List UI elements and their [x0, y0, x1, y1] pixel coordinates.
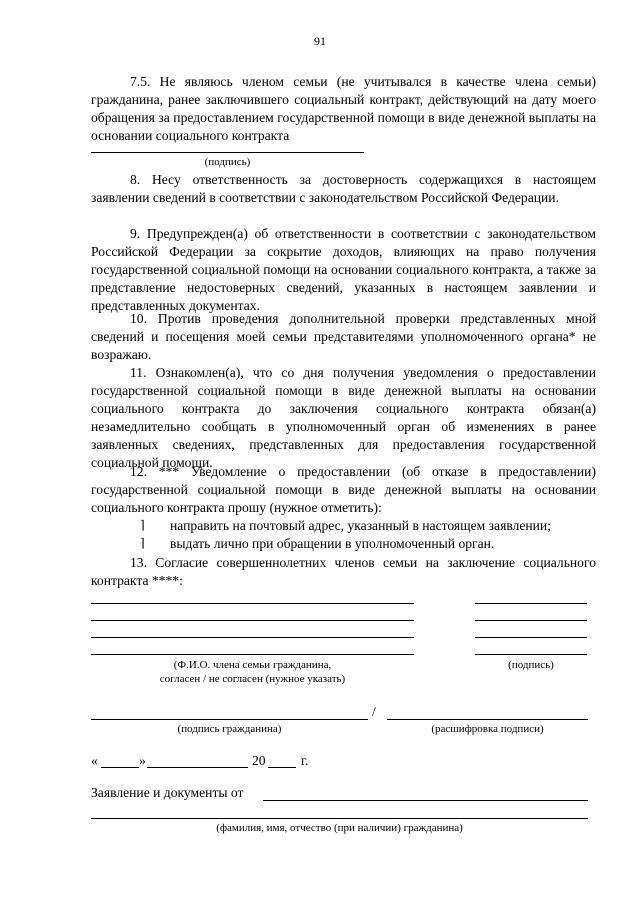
checkbox-option-inperson[interactable]: ⌉	[140, 536, 145, 550]
family-sign-line[interactable]	[475, 620, 587, 621]
date-year-suffix: г.	[301, 753, 309, 768]
paragraph-11: 11. Ознакомлен(а), что со дня получения уведомления о предоставлении государственной социальной помощи в виде денежной выплаты на основании социального контракта до заключения социального контракта обязан(а) незамедлительно сообщать в уполномоченный орган об изменениях в ранее заявленных сведениях, представленных для предоставления государственной социальной помощи.	[91, 365, 596, 470]
decode-caption: (расшифровка подписи)	[431, 723, 544, 735]
fio-caption: (фамилия, имя, отчество (при наличии) гражданина)	[216, 822, 463, 834]
family-member-line[interactable]	[91, 637, 414, 638]
family-caption-line2: согласен / не согласен (нужное указать)	[159, 673, 346, 685]
citizen-signature-caption: (подпись гражданина)	[177, 723, 282, 735]
date-day-line[interactable]	[101, 767, 139, 768]
option-mail-label: направить на почтовый адрес, указанный в настоящем заявлении;	[170, 518, 551, 533]
checkbox-option-mail[interactable]: ⌉	[140, 518, 145, 532]
option-inperson-label: выдать лично при обращении в уполномоченный орган.	[170, 536, 495, 551]
received-from-label: Заявление и документы от	[91, 785, 244, 800]
family-sign-line[interactable]	[475, 603, 587, 604]
date-close-quote: »	[139, 753, 146, 768]
received-from-line[interactable]	[263, 800, 588, 801]
date-year-line[interactable]	[268, 767, 296, 768]
date-month-line[interactable]	[147, 767, 248, 768]
family-member-line[interactable]	[91, 620, 414, 621]
paragraph-13: 13. Согласие совершеннолетних членов семьи на заключение социального контракта ****:	[91, 555, 596, 588]
signature-caption: (подпись)	[204, 156, 251, 168]
paragraph-10: 10. Против проведения дополнительной проверки представленных мной сведений и посещения моей семьи представителями уполномоченного органа* не возражаю.	[91, 311, 596, 362]
page-number: 91	[314, 34, 326, 48]
citizen-signature-line[interactable]	[91, 719, 368, 720]
signature-decode-line[interactable]	[387, 719, 588, 720]
family-caption-line1: (Ф.И.О. члена семьи гражданина,	[173, 659, 332, 671]
fio-line[interactable]	[91, 818, 588, 819]
date-year-prefix: 20	[252, 753, 266, 768]
family-sign-line[interactable]	[475, 637, 587, 638]
family-member-line[interactable]	[91, 654, 414, 655]
date-open-quote: «	[91, 753, 98, 768]
paragraph-9: 9. Предупрежден(а) об ответственности в соответствии с законодательством Российской Федерации за сокрытие доходов, влияющих на право получения государственной социальной помощи на основании социального контракта, а также за представление недостоверных сведений, указанных в настоящем заявлении и представленных документах.	[91, 226, 596, 313]
paragraph-8: 8. Несу ответственность за достоверность содержащихся в настоящем заявлении сведений в соответствии с законодательством Российской Федерации.	[91, 172, 596, 205]
paragraph-7-5: 7.5. Не являюсь членом семьи (не учитывался в качестве члена семьи) гражданина, ранее заключившего социальный контракт, действующий на дату моего обращения за предоставлением государственной помощи в виде денежной выплаты на основании социального контракта	[91, 74, 596, 143]
signature-line	[91, 152, 364, 153]
family-sign-line[interactable]	[475, 654, 587, 655]
family-sign-caption: (подпись)	[508, 659, 554, 671]
slash-separator: /	[372, 704, 376, 719]
family-member-line[interactable]	[91, 603, 414, 604]
paragraph-12: 12. *** Уведомление о предоставлении (об отказе в предоставлении) государственной социальной помощи в виде денежной выплаты на основании социального контракта прошу (нужное отметить):	[91, 464, 596, 515]
